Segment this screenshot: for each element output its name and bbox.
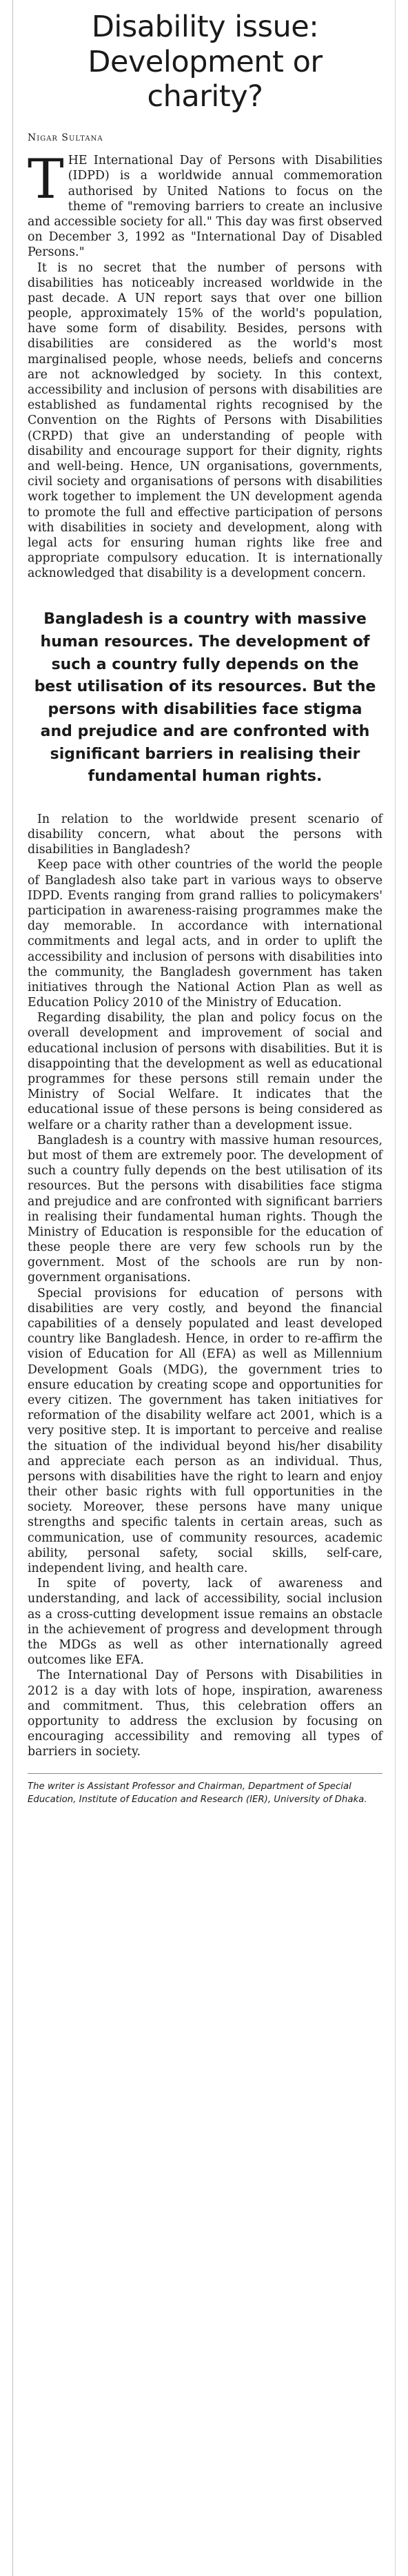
pull-quote xyxy=(28,609,382,788)
drop-cap: T xyxy=(28,147,64,212)
pull-quote-text: Bangladesh is a country with massive human resources. The development of such a country fully depends on the best utilisation of its resources. But the persons with disabilities face stigma and prejudice and are confronted with significant barriers in realising their fundamental human rights. xyxy=(34,611,376,786)
body-paragraph: In spite of poverty, lack of awareness and understanding, and lack of accessibility, social inclusion as a cross-cutting development issue remains an obstacle in the achievement of progress and development through the MDGs as well as other internationally agreed outcomes like EFA. xyxy=(28,1577,382,1668)
body-paragraph: Special provisions for education of persons with disabilities are very costly, and beyond the financial capabilities of a densely populated and least developed country like Bangladesh. Hence, in order to re-affirm the vision of Education for All (EFA) as well as Millennium Development Goals (MDG), the government tries to ensure education by creating scope and opportunities for every citizen. The government has taken initiatives for reformation of the disability welfare act 2001, which is a very positive step. It is important to perceive and realise the situation of the individual beyond his/her disability and appreciate each person as an individual. Thus, persons with disabilities have the right to learn and enjoy their other basic rights with full opportunities in the society. Moreover, these persons have many unique strengths and specific talents in certain areas, such as communication, use of community resources, academic ability, personal safety, social skills, self-care, independent living, and health care. xyxy=(28,1286,382,1576)
author-footnote: The writer is Assistant Professor and Chairman, Department of Special Education, Institute of Education and Research (IER), University of Dhaka. xyxy=(28,1781,367,1806)
left-column-rule xyxy=(12,0,13,2576)
body-paragraph: Bangladesh is a country with massive human resources, but most of them are extremely poor. The development of such a country fully depends on the best utilisation of its resources. But the persons with disabilities face stigma and prejudice and are confronted with significant barriers in realising their fundamental human rights. Though the Ministry of Education is responsible for the education of these people there are very few schools run by the government. Most of the schools are run by non-government organisations. xyxy=(28,1133,382,1285)
intro-section xyxy=(28,147,382,581)
footer-divider xyxy=(28,1773,382,1774)
intro-paragraph xyxy=(28,147,382,260)
intro-paragraph-text: HE International Day of Persons with Disabilities (IDPD) is a worldwide annual commemoration authorised by United Nations to focus on the theme of "removing barriers to create an inclusive and accessible society for all." This day was first observed on December 3, 1992 as "International Day of Disabled Persons." xyxy=(28,154,382,260)
body-paragraph: Keep pace with other countries of the world the people of Bangladesh also take part in various ways to observe IDPD. Events ranging from grand rallies to policymakers' participation in awareness-raising programmes make the day memorable. In accordance with international commitments and legal acts, and in order to uplift the accessibility and inclusion of persons with disabilities into the community, the Bangladesh government has taken initiatives through the National Action Plan as well as Education Policy 2010 of the Ministry of Education. xyxy=(28,858,382,1010)
body-paragraph: Regarding disability, the plan and policy focus on the overall development and improvement of social and educational inclusion of persons with disabilities. But it is disappointing that the development as well as educational programmes for these persons still remain under the Ministry of Social Welfare. It indicates that the educational issue of these persons is being considered as welfare or a charity rather than a development issue. xyxy=(28,1011,382,1132)
body-paragraph: In relation to the worldwide present scenario of disability concern, what about the persons with disabilities in Bangladesh? xyxy=(28,812,382,857)
byline: Nigar Sultana xyxy=(28,132,103,144)
body-paragraph: The International Day of Persons with Disabilities in 2012 is a day with lots of hope, inspiration, awareness and commitment. Thus, this celebration offers an opportunity to address the exclusion by focusing on encouraging accessibility and removing all types of barriers in society. xyxy=(28,1668,382,1759)
main-section xyxy=(28,812,382,1760)
right-column-rule xyxy=(395,0,396,2576)
article xyxy=(28,0,382,1807)
body-paragraph: It is no secret that the number of persons with disabilities has noticeably increased worldwide in the past decade. A UN report says that over one billion people, approximately 15% of the world's population, have some form of disability. Besides, persons with disabilities are considered as the world's most marginalised people, whose needs, beliefs and concerns are not acknowledged by society. In this context, accessibility and inclusion of persons with disabilities are established as fundamental rights recognised by the Convention on the Rights of Persons with Disabilities (CRPD) that give an understanding of people with disability and encourage support for their dignity, rights and well-being. Hence, UN organisations, governments, civil society and organisations of persons with disabilities work together to implement the UN development agenda to promote the full and effective participation of persons with disabilities in society and development, along with legal acts for ensuring human rights like free and appropriate compulsory education. It is internationally acknowledged that disability is a development concern. xyxy=(28,260,382,581)
headline: Disability issue: Development or charity? xyxy=(88,10,323,114)
